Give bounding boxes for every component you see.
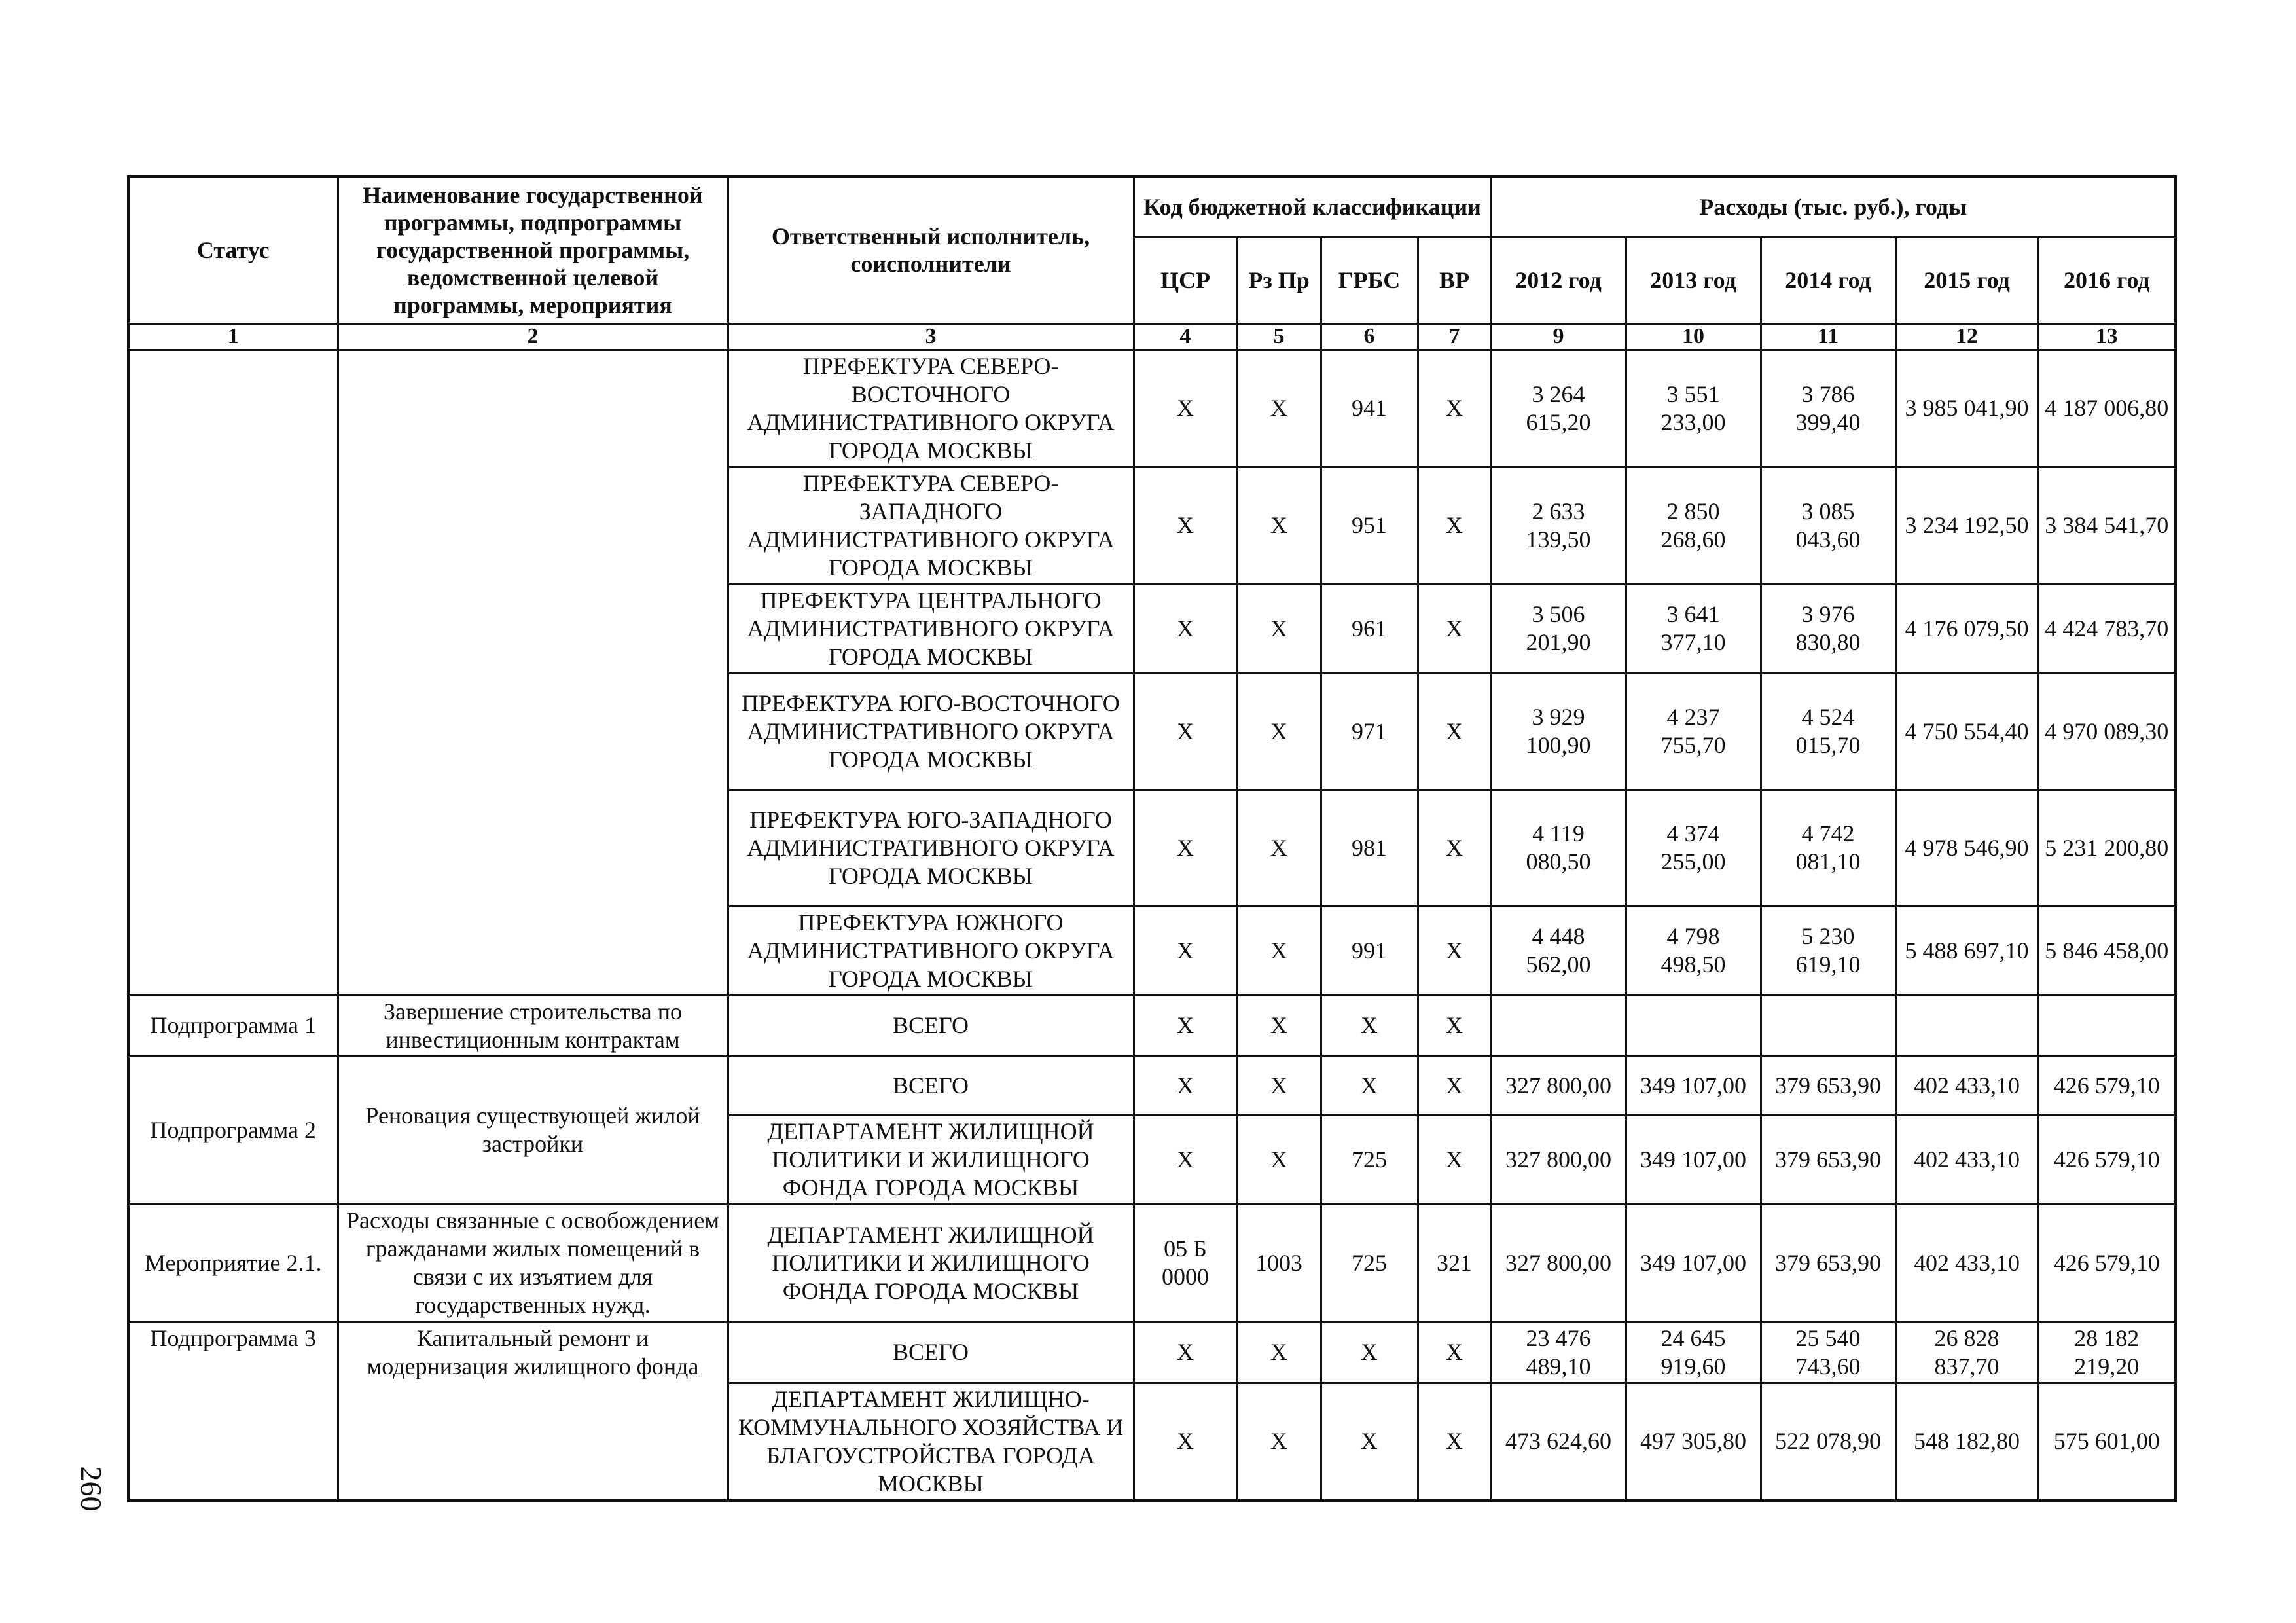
rzpr-cell: X [1237, 673, 1321, 790]
grbs-cell: X [1321, 1383, 1418, 1501]
executor-cell: ДЕПАРТАМЕНТ ЖИЛИЩНОЙ ПОЛИТИКИ И ЖИЛИЩНОГО ФОНДА ГОРОДА МОСКВЫ [728, 1115, 1134, 1204]
expense-cell: 522 078,90 [1761, 1383, 1895, 1501]
executor-cell: ПРЕФЕКТУРА ЮЖНОГО АДМИНИСТРАТИВНОГО ОКРУГА ГОРОДА МОСКВЫ [728, 906, 1134, 995]
grbs-cell: 971 [1321, 673, 1418, 790]
rzpr-cell: 1003 [1237, 1204, 1321, 1322]
executor-cell: ВСЕГО [728, 995, 1134, 1056]
vr-cell: X [1418, 673, 1491, 790]
header-executor: Ответственный исполнитель, соисполнители [728, 177, 1134, 323]
table-row [128, 350, 2176, 467]
column-number: 2 [338, 323, 728, 350]
name-cell: Завершение строительства по инвестиционным контрактам [338, 995, 728, 1056]
expense-cell: 3 551 233,00 [1626, 350, 1761, 467]
name-cell: Реновация существующей жилой застройки [338, 1056, 728, 1204]
table-row [128, 1322, 2176, 1383]
header-year-2016: 2016 год [2038, 237, 2176, 323]
column-number: 13 [2038, 323, 2176, 350]
column-number: 9 [1491, 323, 1626, 350]
table-row [128, 1204, 2176, 1322]
expense-cell: 473 624,60 [1491, 1383, 1626, 1501]
expense-cell: 426 579,10 [2038, 1056, 2176, 1115]
column-number: 11 [1761, 323, 1895, 350]
table-row [128, 995, 2176, 1056]
column-number: 5 [1237, 323, 1321, 350]
expense-cell: 4 524 015,70 [1761, 673, 1895, 790]
expense-cell [2038, 995, 2176, 1056]
expense-cell: 3 384 541,70 [2038, 467, 2176, 584]
expense-cell: 5 231 200,80 [2038, 790, 2176, 906]
column-number: 12 [1895, 323, 2038, 350]
header-rzpr: Рз Пр [1237, 237, 1321, 323]
page-number: 260 [75, 1466, 108, 1512]
grbs-cell: X [1321, 1322, 1418, 1383]
header-grbs: ГРБС [1321, 237, 1418, 323]
rzpr-cell: X [1237, 584, 1321, 673]
expense-cell: 3 929 100,90 [1491, 673, 1626, 790]
vr-cell: X [1418, 906, 1491, 995]
expense-cell: 4 742 081,10 [1761, 790, 1895, 906]
expense-cell: 349 107,00 [1626, 1115, 1761, 1204]
table-header [128, 177, 2176, 350]
expense-cell: 4 187 006,80 [2038, 350, 2176, 467]
expense-cell: 2 633 139,50 [1491, 467, 1626, 584]
expense-cell: 426 579,10 [2038, 1115, 2176, 1204]
rzpr-cell: X [1237, 906, 1321, 995]
expense-cell: 4 970 089,30 [2038, 673, 2176, 790]
table-row [128, 1056, 2176, 1115]
expense-cell: 548 182,80 [1895, 1383, 2038, 1501]
name-cell [338, 350, 728, 995]
expense-cell: 26 828 837,70 [1895, 1322, 2038, 1383]
expense-cell: 3 985 041,90 [1895, 350, 2038, 467]
expense-cell: 3 506 201,90 [1491, 584, 1626, 673]
expense-cell: 497 305,80 [1626, 1383, 1761, 1501]
expense-cell: 327 800,00 [1491, 1115, 1626, 1204]
csr-cell: X [1134, 673, 1237, 790]
status-cell: Подпрограмма 1 [128, 995, 338, 1056]
expense-cell: 4 119 080,50 [1491, 790, 1626, 906]
column-number: 6 [1321, 323, 1418, 350]
header-year-2013: 2013 год [1626, 237, 1761, 323]
csr-cell: X [1134, 350, 1237, 467]
header-expense-group: Расходы (тыс. руб.), годы [1491, 177, 2176, 237]
budget-table [127, 175, 2177, 1502]
expense-cell: 3 641 377,10 [1626, 584, 1761, 673]
expense-cell: 25 540 743,60 [1761, 1322, 1895, 1383]
rzpr-cell: X [1237, 1383, 1321, 1501]
expense-cell: 379 653,90 [1761, 1056, 1895, 1115]
vr-cell: X [1418, 1115, 1491, 1204]
grbs-cell: 991 [1321, 906, 1418, 995]
rzpr-cell: X [1237, 467, 1321, 584]
column-number-row [128, 323, 2176, 350]
header-csr: ЦСР [1134, 237, 1237, 323]
expense-cell: 24 645 919,60 [1626, 1322, 1761, 1383]
header-status: Статус [128, 177, 338, 323]
expense-cell: 327 800,00 [1491, 1204, 1626, 1322]
expense-cell: 402 433,10 [1895, 1115, 2038, 1204]
column-number: 4 [1134, 323, 1237, 350]
column-number: 1 [128, 323, 338, 350]
rzpr-cell: X [1237, 350, 1321, 467]
vr-cell: X [1418, 467, 1491, 584]
vr-cell: 321 [1418, 1204, 1491, 1322]
header-year-2015: 2015 год [1895, 237, 2038, 323]
vr-cell: X [1418, 1056, 1491, 1115]
header-vr: ВР [1418, 237, 1491, 323]
expense-cell: 4 176 079,50 [1895, 584, 2038, 673]
header-code-group: Код бюджетной классификации [1134, 177, 1491, 237]
executor-cell: ПРЕФЕКТУРА ЮГО-ВОСТОЧНОГО АДМИНИСТРАТИВНОГО ОКРУГА ГОРОДА МОСКВЫ [728, 673, 1134, 790]
status-cell [128, 350, 338, 995]
grbs-cell: 951 [1321, 467, 1418, 584]
csr-cell: X [1134, 1115, 1237, 1204]
expense-cell: 4 448 562,00 [1491, 906, 1626, 995]
expense-cell: 28 182 219,20 [2038, 1322, 2176, 1383]
expense-cell: 3 264 615,20 [1491, 350, 1626, 467]
expense-cell: 327 800,00 [1491, 1056, 1626, 1115]
expense-cell: 575 601,00 [2038, 1383, 2176, 1501]
column-number: 10 [1626, 323, 1761, 350]
expense-cell: 4 237 755,70 [1626, 673, 1761, 790]
expense-cell: 3 976 830,80 [1761, 584, 1895, 673]
vr-cell: X [1418, 790, 1491, 906]
expense-cell: 5 230 619,10 [1761, 906, 1895, 995]
expense-cell [1895, 995, 2038, 1056]
expense-cell: 349 107,00 [1626, 1056, 1761, 1115]
expense-cell: 5 488 697,10 [1895, 906, 2038, 995]
expense-cell: 4 798 498,50 [1626, 906, 1761, 995]
executor-cell: ПРЕФЕКТУРА СЕВЕРО-ВОСТОЧНОГО АДМИНИСТРАТИВНОГО ОКРУГА ГОРОДА МОСКВЫ [728, 350, 1134, 467]
expense-cell: 4 424 783,70 [2038, 584, 2176, 673]
grbs-cell: 941 [1321, 350, 1418, 467]
expense-cell: 3 085 043,60 [1761, 467, 1895, 584]
expense-cell [1491, 995, 1626, 1056]
grbs-cell: 725 [1321, 1204, 1418, 1322]
csr-cell: X [1134, 1056, 1237, 1115]
vr-cell: X [1418, 995, 1491, 1056]
rzpr-cell: X [1237, 1322, 1321, 1383]
expense-cell: 402 433,10 [1895, 1056, 2038, 1115]
csr-cell: X [1134, 1383, 1237, 1501]
grbs-cell: X [1321, 1056, 1418, 1115]
expense-cell: 426 579,10 [2038, 1204, 2176, 1322]
expense-cell: 4 750 554,40 [1895, 673, 2038, 790]
grbs-cell: 961 [1321, 584, 1418, 673]
expense-cell: 349 107,00 [1626, 1204, 1761, 1322]
expense-cell [1761, 995, 1895, 1056]
csr-cell: X [1134, 790, 1237, 906]
expense-cell: 379 653,90 [1761, 1115, 1895, 1204]
csr-cell: X [1134, 584, 1237, 673]
expense-cell: 5 846 458,00 [2038, 906, 2176, 995]
vr-cell: X [1418, 1383, 1491, 1501]
executor-cell: ПРЕФЕКТУРА ЮГО-ЗАПАДНОГО АДМИНИСТРАТИВНОГО ОКРУГА ГОРОДА МОСКВЫ [728, 790, 1134, 906]
name-cell: Расходы связанные с освобождением гражданами жилых помещений в связи с их изъятием для государственных нужд. [338, 1204, 728, 1322]
executor-cell: ВСЕГО [728, 1056, 1134, 1115]
expense-cell: 379 653,90 [1761, 1204, 1895, 1322]
expense-cell [1626, 995, 1761, 1056]
header-year-2014: 2014 год [1761, 237, 1895, 323]
csr-cell: X [1134, 906, 1237, 995]
expense-cell: 4 374 255,00 [1626, 790, 1761, 906]
name-cell: Капитальный ремонт и модернизация жилищного фонда [338, 1322, 728, 1501]
executor-cell: ДЕПАРТАМЕНТ ЖИЛИЩНО-КОММУНАЛЬНОГО ХОЗЯЙСТВА И БЛАГОУСТРОЙСТВА ГОРОДА МОСКВЫ [728, 1383, 1134, 1501]
rzpr-cell: X [1237, 1115, 1321, 1204]
status-cell: Подпрограмма 2 [128, 1056, 338, 1204]
expense-cell: 402 433,10 [1895, 1204, 2038, 1322]
grbs-cell: X [1321, 995, 1418, 1056]
csr-cell: X [1134, 995, 1237, 1056]
table-body [128, 350, 2176, 1501]
vr-cell: X [1418, 584, 1491, 673]
csr-cell: X [1134, 1322, 1237, 1383]
rzpr-cell: X [1237, 790, 1321, 906]
executor-cell: ДЕПАРТАМЕНТ ЖИЛИЩНОЙ ПОЛИТИКИ И ЖИЛИЩНОГО ФОНДА ГОРОДА МОСКВЫ [728, 1204, 1134, 1322]
vr-cell: X [1418, 1322, 1491, 1383]
expense-cell: 3 234 192,50 [1895, 467, 2038, 584]
status-cell: Подпрограмма 3 [128, 1322, 338, 1501]
executor-cell: ВСЕГО [728, 1322, 1134, 1383]
csr-cell: 05 Б 0000 [1134, 1204, 1237, 1322]
column-number: 3 [728, 323, 1134, 350]
column-number: 7 [1418, 323, 1491, 350]
expense-cell: 23 476 489,10 [1491, 1322, 1626, 1383]
executor-cell: ПРЕФЕКТУРА ЦЕНТРАЛЬНОГО АДМИНИСТРАТИВНОГО ОКРУГА ГОРОДА МОСКВЫ [728, 584, 1134, 673]
expense-cell: 3 786 399,40 [1761, 350, 1895, 467]
header-year-2012: 2012 год [1491, 237, 1626, 323]
csr-cell: X [1134, 467, 1237, 584]
header-name: Наименование государственной программы, подпрограммы государственной программы, ведомственной целевой программы, мероприятия [338, 177, 728, 323]
grbs-cell: 981 [1321, 790, 1418, 906]
grbs-cell: 725 [1321, 1115, 1418, 1204]
rzpr-cell: X [1237, 1056, 1321, 1115]
status-cell: Мероприятие 2.1. [128, 1204, 338, 1322]
expense-cell: 4 978 546,90 [1895, 790, 2038, 906]
expense-cell: 2 850 268,60 [1626, 467, 1761, 584]
executor-cell: ПРЕФЕКТУРА СЕВЕРО-ЗАПАДНОГО АДМИНИСТРАТИВНОГО ОКРУГА ГОРОДА МОСКВЫ [728, 467, 1134, 584]
rzpr-cell: X [1237, 995, 1321, 1056]
vr-cell: X [1418, 350, 1491, 467]
